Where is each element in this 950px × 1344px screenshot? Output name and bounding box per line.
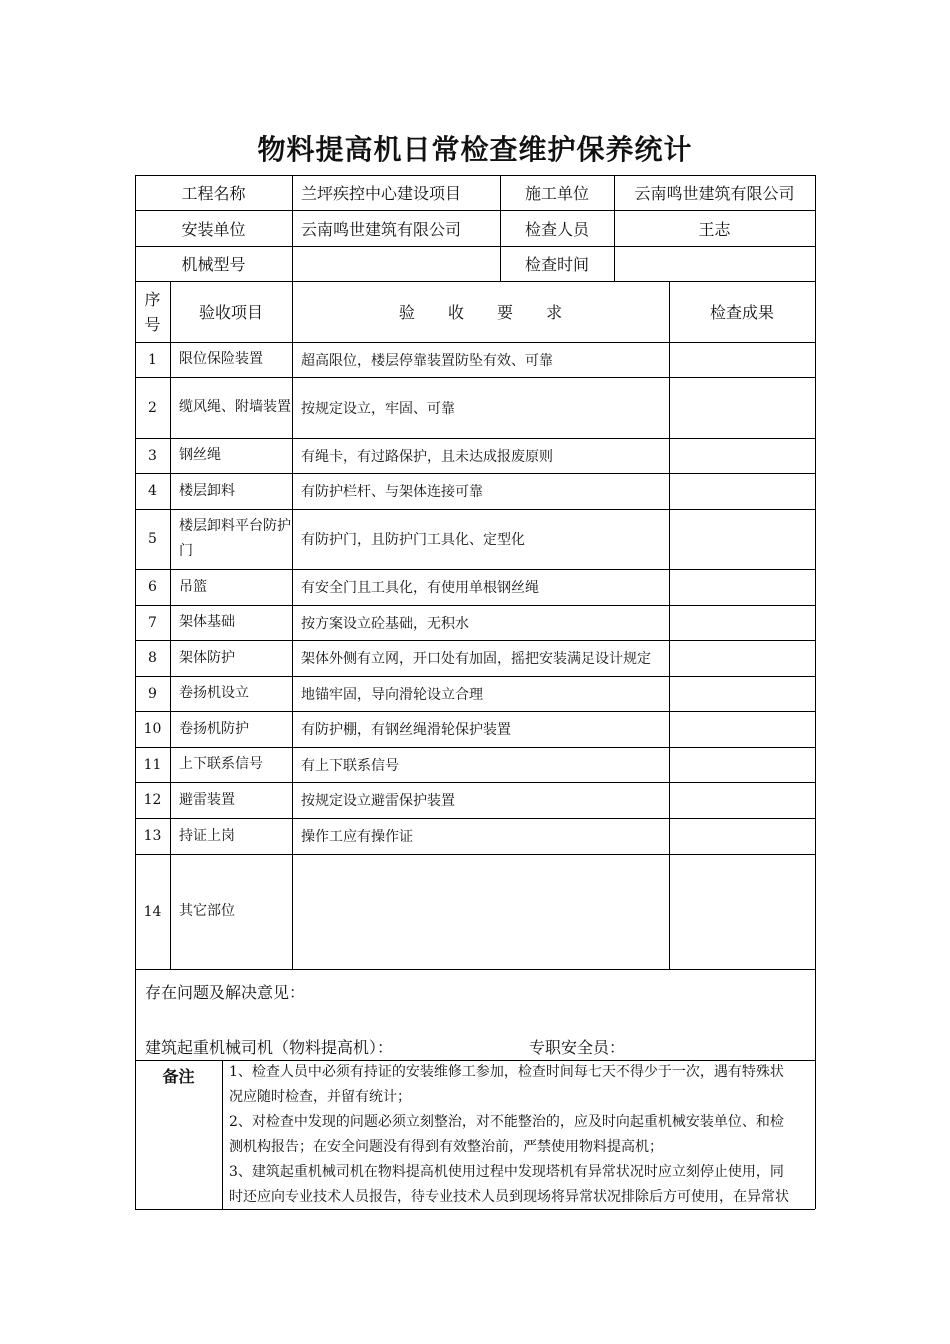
grid-line	[170, 281, 171, 969]
page-title: 物料提高机日常检查维护保养统计	[257, 133, 693, 166]
row-item: 其它部位	[179, 903, 235, 919]
grid-line	[292, 175, 293, 281]
installer-value: 云南鸣世建筑有限公司	[301, 219, 462, 239]
inspection-time-label: 检查时间	[524, 255, 589, 274]
grid-line	[135, 377, 815, 378]
column-seq: 序号	[144, 289, 161, 334]
grid-line	[135, 818, 815, 819]
row-result	[669, 438, 815, 473]
row-number: 14	[143, 903, 162, 920]
contractor-label: 施工单位	[524, 184, 589, 203]
row-requirement: 架体外侧有立网，开口处有加固，摇把安装满足设计规定	[301, 651, 651, 667]
column-result: 检查成果	[709, 303, 774, 322]
row-requirement: 按规定设立避雷保护装置	[301, 793, 455, 809]
remarks-line: 2、对检查中发现的问题必须立刻整治，对不能整治的，应及时向起重机械安装单位、和检	[229, 1114, 784, 1130]
row-requirement: 有绳卡，有过路保护，且未达成报废原则	[301, 448, 553, 465]
row-item: 架体基础	[179, 614, 235, 630]
grid-line	[135, 747, 815, 748]
row-item: 楼层卸料平台防护门	[179, 518, 291, 559]
grid-line	[135, 246, 815, 247]
row-requirement: 有防护门，且防护门工具化、定型化	[301, 532, 525, 548]
row-item: 架体防护	[179, 649, 235, 666]
row-item: 吊篮	[179, 578, 207, 595]
row-item: 避雷装置	[179, 791, 235, 808]
row-number: 13	[143, 828, 162, 844]
inspection-time-value	[614, 246, 815, 281]
row-result	[669, 747, 815, 782]
grid-line	[500, 175, 501, 281]
row-number: 9	[148, 685, 157, 702]
remarks-line: 时还应向专业技术人员报告，待专业技术人员到现场将异常状况排除后方可使用，在异常状	[229, 1189, 789, 1205]
row-number: 4	[148, 483, 157, 499]
row-number: 3	[148, 447, 157, 464]
grid-line	[135, 473, 815, 474]
grid-line	[669, 281, 670, 969]
grid-line	[292, 281, 293, 969]
remarks-line: 3、建筑起重机械司机在物料提高机使用过程中发现塔机有异常状况时应立刻停止使用，同	[229, 1164, 784, 1180]
row-result	[669, 676, 815, 711]
grid-line	[135, 342, 815, 343]
row-item: 钢丝绳	[179, 447, 221, 463]
row-result	[669, 473, 815, 509]
row-number: 12	[143, 792, 162, 808]
remarks-label: 备注	[162, 1066, 195, 1086]
grid-line	[135, 281, 815, 282]
grid-line	[135, 1060, 815, 1061]
grid-line	[222, 1060, 223, 1209]
grid-line	[135, 605, 815, 606]
row-requirement	[292, 854, 669, 969]
row-number: 6	[148, 579, 157, 595]
grid-line	[135, 175, 815, 176]
row-requirement: 按方案设立砼基础，无积水	[301, 615, 469, 632]
model-value	[292, 246, 500, 281]
remarks-line: 测机构报告；在安全问题没有得到有效整治前，严禁使用物料提高机；	[229, 1139, 663, 1155]
inspector-value: 王志	[698, 219, 731, 239]
row-item: 限位保险装置	[179, 351, 263, 367]
row-result	[669, 640, 815, 676]
column-requirement: 验 收 要 求	[398, 303, 563, 322]
grid-line	[135, 175, 136, 1209]
row-result	[669, 605, 815, 640]
row-result	[669, 342, 815, 377]
row-number: 7	[148, 614, 157, 631]
column-item: 验收项目	[198, 303, 263, 322]
row-requirement: 有上下联系信号	[301, 757, 399, 774]
row-item: 楼层卸料	[179, 482, 235, 499]
row-number: 11	[143, 756, 162, 773]
row-requirement: 按规定设立，牢固、可靠	[301, 400, 455, 417]
row-result	[669, 569, 815, 605]
project-name-label: 工程名称	[181, 184, 246, 203]
grid-line	[135, 569, 815, 570]
row-requirement: 操作工应有操作证	[301, 829, 413, 845]
grid-line	[135, 509, 815, 510]
operator-signature-label: 建筑起重机械司机（物料提高机）：	[145, 1037, 394, 1057]
inspector-label: 检查人员	[524, 219, 589, 239]
grid-line	[135, 782, 815, 783]
row-number: 10	[143, 721, 162, 737]
row-item: 持证上岗	[179, 827, 235, 844]
remarks-line: 1、检查人员中必须有持证的安装维修工参加，检查时间每七天不得少于一次，遇有特殊状	[229, 1064, 784, 1080]
row-item: 卷扬机防护	[179, 720, 249, 737]
row-result	[669, 854, 815, 969]
grid-line	[135, 438, 815, 439]
grid-line	[614, 175, 615, 281]
row-result	[669, 818, 815, 854]
row-number: 1	[148, 351, 157, 368]
grid-line	[815, 175, 816, 1209]
project-name-value: 兰坪疾控中心建设项目	[301, 184, 462, 203]
contractor-value: 云南鸣世建筑有限公司	[634, 184, 795, 203]
row-number: 2	[148, 399, 157, 416]
row-result	[669, 782, 815, 818]
grid-line	[135, 711, 815, 712]
remarks-line: 况应随时检查，并留有统计；	[229, 1089, 411, 1105]
row-number: 5	[148, 531, 157, 547]
row-requirement: 有防护栏杆、与架体连接可靠	[301, 484, 483, 500]
grid-line	[135, 640, 815, 641]
grid-line	[135, 969, 815, 970]
row-requirement: 地锚牢固，导向滑轮设立合理	[301, 686, 483, 703]
installer-label: 安装单位	[181, 219, 246, 239]
model-label: 机械型号	[181, 255, 246, 274]
row-requirement: 超高限位，楼层停靠装置防坠有效、可靠	[301, 352, 553, 369]
row-item: 上下联系信号	[179, 756, 263, 772]
row-number: 8	[148, 650, 157, 666]
grid-line	[135, 854, 815, 855]
row-requirement: 有安全门且工具化，有使用单根钢丝绳	[301, 580, 539, 596]
row-item: 卷扬机设立	[179, 685, 249, 701]
grid-line	[135, 1209, 815, 1210]
row-requirement: 有防护棚，有钢丝绳滑轮保护装置	[301, 722, 511, 738]
safety-officer-signature-label: 专职安全员：	[529, 1037, 626, 1057]
row-result	[669, 509, 815, 569]
row-item: 缆风绳、附墙装置	[179, 399, 291, 415]
row-result	[669, 711, 815, 747]
row-result	[669, 377, 815, 438]
grid-line	[135, 676, 815, 677]
grid-line	[135, 210, 815, 211]
problems-label: 存在问题及解决意见：	[145, 983, 306, 1002]
